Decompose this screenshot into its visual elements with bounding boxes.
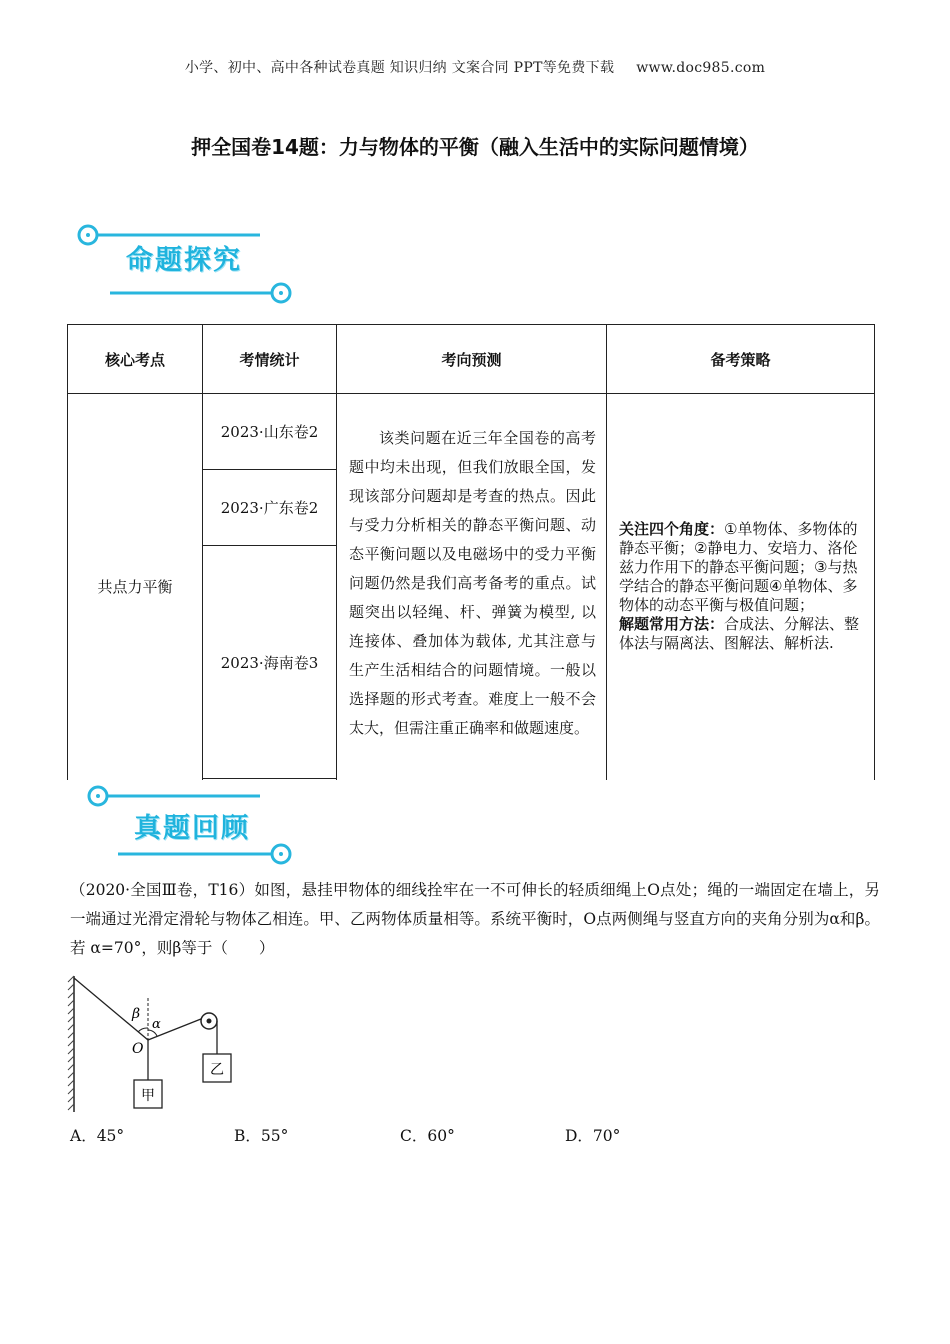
strategy-text: [607, 394, 875, 780]
exam-analysis-table: [67, 324, 875, 780]
strategy-angles: ①单物体、多物体的静态平衡；②静电力、安培力、洛伦兹力作用下的静态平衡问题；③与热学结合的静态平衡问题④单物体、多物体的动态平衡与极值问题；: [619, 520, 858, 615]
strategy-label-angles: 关注四个角度：: [619, 520, 725, 539]
page-title: 押全国卷14题：力与物体的平衡（融入生活中的实际问题情境）: [191, 135, 759, 159]
exam-stats: [203, 394, 337, 780]
mass-jia-label: 甲: [141, 1088, 155, 1104]
prediction-text: 该类问题在近三年全国卷的高考题中均未出现，但我们放眼全国，发现该部分问题却是考查的热点。因此与受力分析相关的静态平衡问题、动态平衡问题以及电磁场中的受力平衡问题仍然是我们高考备考的重点。试题突出以轻绳、杆、弹簧为模型, 以连接体、叠加体为载体, 尤其注意与生产生活相结合的问题情境。一般以选择题的形式考查。难度上一般不会太大，但需注重正确率和做题速度。: [337, 394, 607, 780]
banner-title: 真题回顾: [134, 813, 250, 844]
option-c[interactable]: C．60°: [400, 1127, 455, 1145]
header-url[interactable]: www.doc985.com: [636, 60, 766, 76]
section-banner-review: [70, 778, 310, 868]
header-strategy: 备考策略: [607, 325, 875, 394]
header-core: 核心考点: [68, 325, 203, 394]
banner-title: 命题探究: [126, 245, 242, 276]
physics-diagram: [66, 972, 256, 1122]
option-b[interactable]: B．55°: [234, 1127, 289, 1145]
option-d[interactable]: D．70°: [565, 1127, 621, 1145]
header-text: 小学、初中、高中各种试卷真题 知识归纳 文案合同 PPT等免费下载: [184, 60, 615, 76]
header-stats: 考情统计: [203, 325, 337, 394]
question-text: （2020·全国Ⅲ卷，T16）如图，悬挂甲物体的细线拴牢在一不可伸长的轻质细绳上O点处；绳的一端固定在墙上，另一端通过光滑定滑轮与物体乙相连。甲、乙两物体质量相等。系统平衡时，O点两侧绳与竖直方向的夹角分别为α和β。若 α=70°，则β等于（ ）: [70, 881, 880, 957]
core-topic: 共点力平衡: [68, 394, 203, 780]
alpha-label: α: [152, 1017, 161, 1032]
exam-item: 2023·广东卷2: [203, 470, 336, 546]
beta-label: β: [132, 1006, 141, 1022]
exam-item: 2023·海南卷3: [203, 546, 336, 779]
point-o-label: O: [132, 1041, 144, 1057]
page-header: [0, 57, 950, 77]
section-banner-proposition: [70, 215, 310, 305]
strategy-label-methods: 解题常用方法：: [619, 615, 725, 634]
option-a[interactable]: A．45°: [70, 1127, 125, 1145]
exam-item: 2023·山东卷2: [203, 394, 336, 470]
strategy-methods: 合成法、分解法、整体法与隔离法、图解法、解析法.: [619, 615, 860, 653]
mass-yi-label: 乙: [210, 1062, 224, 1078]
header-prediction: 考向预测: [337, 325, 607, 394]
